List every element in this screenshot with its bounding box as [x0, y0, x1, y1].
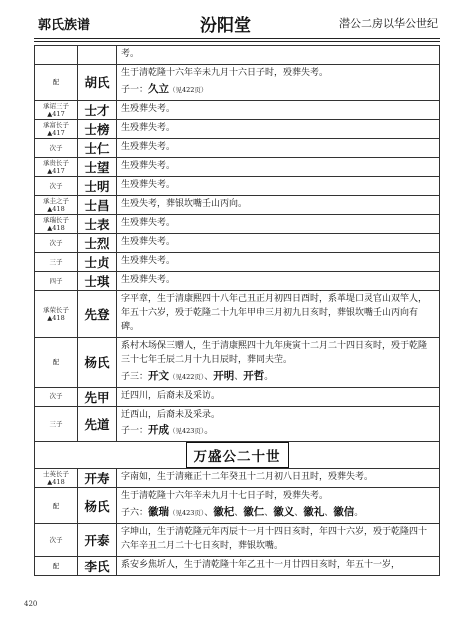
table-row — [35, 488, 440, 524]
page-reference: （见423页） — [169, 509, 205, 518]
punctuation: 。 — [204, 426, 214, 437]
entry-line: 生殁失考，葬银坎嘴壬山丙向。 — [121, 198, 248, 209]
child-name: 徽瑞 — [148, 506, 170, 519]
child-name: 开成 — [148, 424, 170, 437]
children-label: 子一： — [121, 426, 149, 437]
relation-label: 次子 — [49, 143, 63, 152]
role-cell — [35, 271, 78, 290]
child-name: 久立 — [148, 82, 170, 95]
role-cell — [35, 469, 78, 488]
role-cell — [35, 100, 78, 119]
table-row — [35, 290, 440, 337]
relation-label: 配 — [52, 501, 60, 510]
children-line — [121, 368, 435, 385]
table-row — [35, 252, 440, 271]
separator: 、 — [294, 508, 304, 519]
relation-label: 承诏三子 — [43, 101, 69, 110]
relation-label: 配 — [52, 358, 60, 367]
child-name: 徽杞 — [213, 506, 235, 519]
person-name: 先登 — [78, 290, 117, 337]
entry-line: 生殁葬失考。 — [121, 141, 176, 152]
entry-line: 生殁葬失考。 — [121, 160, 176, 171]
page-reference: （见422页） — [169, 85, 208, 94]
relation-label: 次子 — [49, 392, 63, 401]
entry-line: 生殁葬失考。 — [121, 122, 176, 133]
relation-label: 次子 — [49, 536, 63, 545]
person-name: 开泰 — [78, 524, 117, 557]
role-cell — [35, 387, 78, 406]
entry-line: 生于清乾隆十六年辛未九月十六日子时，殁葬失考。 — [121, 68, 329, 78]
entry-text — [117, 271, 440, 290]
relation-label: 三子 — [49, 257, 63, 266]
table-row — [35, 557, 440, 576]
table-row — [35, 387, 440, 406]
entry-text — [117, 387, 440, 406]
child-name: 徽信 — [333, 506, 355, 519]
entry-text — [117, 252, 440, 271]
relation-label: 三子 — [49, 419, 63, 428]
entry-line: 迁四川，后裔未及采访。 — [121, 390, 221, 401]
role-cell — [35, 46, 78, 65]
entry-line: 生殁葬失考。 — [121, 274, 176, 285]
role-cell — [35, 233, 78, 252]
entry-text — [117, 488, 440, 524]
relation-label: 承荣长子 — [43, 305, 69, 314]
entry-text — [117, 119, 440, 138]
reference-number: ▲418 — [47, 223, 65, 232]
person-name: 士昌 — [78, 195, 117, 214]
child-name: 开哲 — [243, 369, 265, 382]
child-name: 徽义 — [273, 506, 295, 519]
page-number: 420 — [24, 600, 38, 608]
entry-line: 生殁葬失考。 — [121, 179, 176, 190]
name-cell — [78, 46, 117, 65]
role-cell — [35, 138, 78, 157]
person-name: 杨氏 — [78, 337, 117, 387]
role-cell — [35, 119, 78, 138]
header-rule-thin — [34, 41, 440, 42]
child-name: 徽仁 — [243, 506, 265, 519]
children-label: 子六： — [121, 508, 149, 519]
entry-line: 生殁葬失考。 — [121, 103, 176, 114]
reference-number: ▲418 — [47, 313, 65, 322]
entry-text — [117, 233, 440, 252]
entry-line: 生于清乾隆十六年辛未九月十七日子时，殁葬失考。 — [121, 491, 329, 502]
relation-label: 承瑞长子 — [43, 215, 69, 224]
relation-label: 承贵长子 — [43, 158, 69, 167]
entry-text — [117, 157, 440, 176]
role-cell — [35, 337, 78, 387]
person-name: 士琪 — [78, 271, 117, 290]
children-line — [121, 422, 435, 439]
children-line — [121, 504, 435, 521]
entry-text — [117, 138, 440, 157]
entry-line: 系村木场保三赠人，生于清康熙四十九年庚寅十二月二十四日亥时，殁于乾隆三十七年壬辰二月十九日辰时，葬同夫茔。 — [121, 340, 428, 365]
role-cell — [35, 176, 78, 195]
person-name: 士望 — [78, 157, 117, 176]
person-name: 先甲 — [78, 387, 117, 406]
separator: 、 — [234, 371, 244, 382]
table-row — [35, 195, 440, 214]
table-row — [35, 176, 440, 195]
entry-text — [117, 557, 440, 576]
separator: 、 — [204, 371, 214, 382]
role-cell — [35, 252, 78, 271]
relation-label: 配 — [52, 78, 60, 87]
table-row — [35, 100, 440, 119]
person-name: 士榜 — [78, 119, 117, 138]
header-left-title: 郭氏族谱 — [38, 18, 91, 33]
entry-line: 生殁葬失考。 — [121, 236, 176, 247]
section-title: 万盛公二十世 — [186, 442, 289, 468]
reference-number: ▲418 — [47, 204, 65, 213]
table-row — [35, 157, 440, 176]
entry-text — [117, 406, 440, 442]
child-name: 开明 — [213, 369, 235, 382]
section-cell — [35, 442, 440, 469]
entry-text — [117, 195, 440, 214]
separator: 、 — [204, 508, 214, 519]
table-row — [35, 271, 440, 290]
header-rule — [34, 38, 440, 39]
separator: 、 — [234, 508, 244, 519]
entry-text — [117, 524, 440, 557]
header-right-title: 潜公二房以华公世纪 — [339, 17, 438, 30]
table-row — [35, 119, 440, 138]
relation-label: 次子 — [49, 238, 63, 247]
entry-text — [117, 290, 440, 337]
children-label: 子三： — [121, 371, 149, 382]
person-name: 开寿 — [78, 469, 117, 488]
entry-text — [117, 214, 440, 233]
genealogy-table — [34, 45, 440, 576]
person-name: 先道 — [78, 406, 117, 442]
section-header-row — [35, 442, 440, 469]
table-row — [35, 233, 440, 252]
role-cell — [35, 214, 78, 233]
role-cell — [35, 406, 78, 442]
relation-label: 次子 — [49, 181, 63, 190]
entry-text — [117, 176, 440, 195]
table-row — [35, 65, 440, 101]
reference-number: ▲417 — [47, 128, 65, 137]
separator: 、 — [264, 508, 274, 519]
table-row — [35, 214, 440, 233]
person-name: 士表 — [78, 214, 117, 233]
person-name: 士烈 — [78, 233, 117, 252]
person-name: 李氏 — [78, 557, 117, 576]
punctuation: 。 — [354, 508, 364, 519]
person-name: 胡氏 — [78, 65, 117, 101]
entry-text: 考。 — [117, 46, 440, 65]
entry-line: 字平章，生于清康熙四十八年己丑正月初四日酉时，系革堤口灵官山双竿人，年五十六岁，殁于乾隆二十九年甲申三月初九日亥时，葬银坎嘴壬山丙向有碑。 — [121, 293, 428, 332]
entry-text — [117, 337, 440, 387]
table-row — [35, 469, 440, 488]
child-name: 徽礼 — [303, 506, 325, 519]
entry-line: 系安乡焦圻人，生于清乾隆十年乙丑十一月廿四日亥时，年五十一岁， — [121, 560, 401, 571]
role-cell — [35, 557, 78, 576]
entry-line: 字南如，生于清雍正十二年癸丑十二月初八日丑时，殁葬失考。 — [121, 472, 374, 483]
role-cell — [35, 524, 78, 557]
role-cell — [35, 157, 78, 176]
page-reference: （见423页） — [169, 427, 205, 436]
entry-line: 迁西山，后裔未及采录。 — [121, 409, 221, 420]
table-row — [35, 138, 440, 157]
relation-label: 承富长子 — [43, 120, 69, 129]
person-name: 士仁 — [78, 138, 117, 157]
relation-label: 配 — [52, 562, 60, 571]
person-name: 士明 — [78, 176, 117, 195]
table-row — [35, 524, 440, 557]
entry-text — [117, 100, 440, 119]
table-row — [35, 337, 440, 387]
punctuation: 。 — [264, 371, 274, 382]
relation-label: 承圭之子 — [43, 196, 69, 205]
children-label: 子一： — [121, 84, 149, 95]
relation-label: 四子 — [49, 276, 63, 285]
relation-label: 士英长子 — [43, 470, 69, 479]
reference-number: ▲417 — [47, 166, 65, 175]
separator: 、 — [324, 508, 334, 519]
page-reference: （见422页） — [169, 372, 205, 381]
role-cell — [35, 65, 78, 101]
person-name: 士贞 — [78, 252, 117, 271]
role-cell — [35, 488, 78, 524]
entry-text — [117, 65, 440, 101]
role-cell — [35, 290, 78, 337]
page-header — [20, 6, 440, 36]
table-row — [35, 406, 440, 442]
entry-line: 生殁葬失考。 — [121, 255, 176, 266]
person-name: 士才 — [78, 100, 117, 119]
table-row — [35, 46, 440, 65]
children-line — [121, 81, 435, 98]
entry-line: 字坤山，生于清乾隆元年丙辰十一月十四日亥时，年四十六岁，殁于乾隆四十六年辛丑二月二十七日亥时，葬银坎嘴。 — [121, 527, 428, 552]
person-name: 杨氏 — [78, 488, 117, 524]
entry-line: 生殁葬失考。 — [121, 217, 176, 228]
reference-number: ▲418 — [47, 478, 65, 487]
entry-text — [117, 469, 440, 488]
role-cell — [35, 195, 78, 214]
header-center-title: 汾阳堂 — [200, 16, 251, 36]
child-name: 开文 — [148, 369, 170, 382]
reference-number: ▲417 — [47, 109, 65, 118]
